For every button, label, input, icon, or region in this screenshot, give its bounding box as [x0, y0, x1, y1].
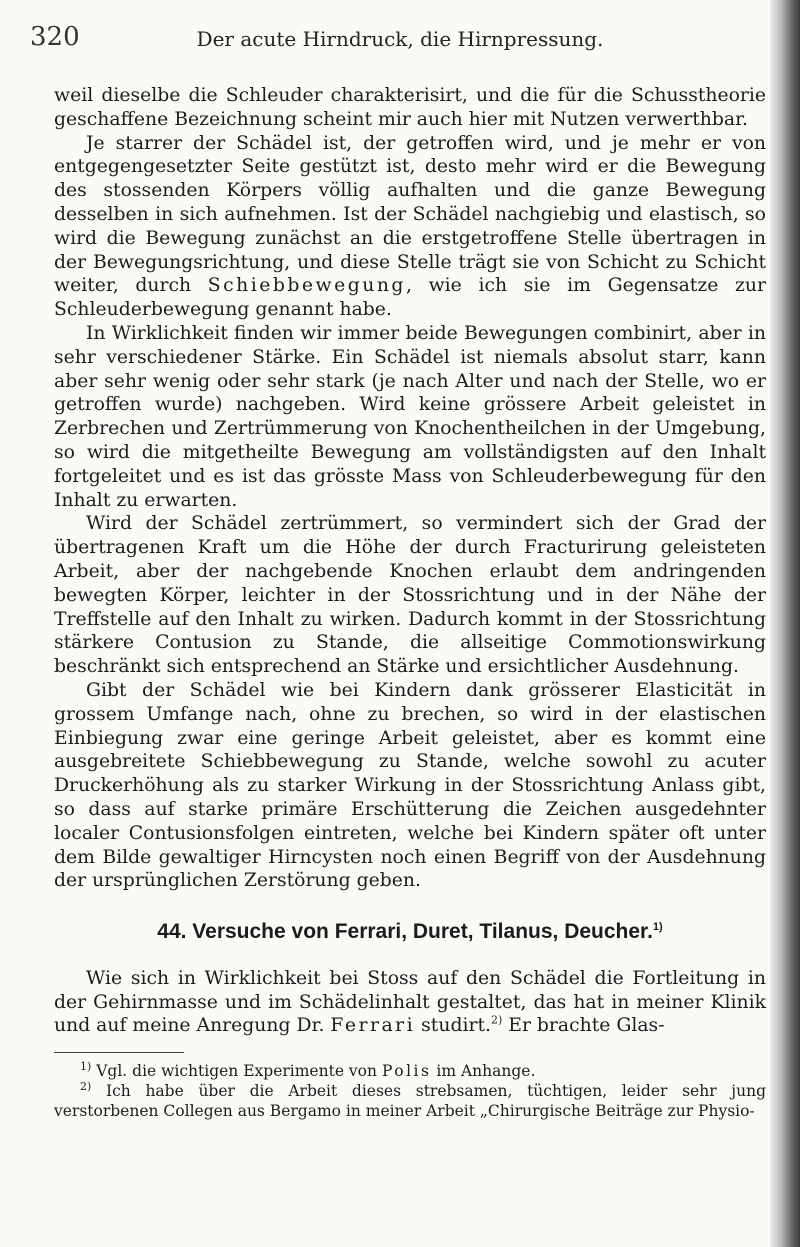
footnote-text: Vgl. die wichtigen Experimente von — [96, 1062, 377, 1081]
paragraph-fracture: Wird der Schädel zertrümmert, so vermindert sich der Grad der übertragenen Kraft um die Höhe der durch Fracturirung geleisteten Arbeit, aber der nachgebende Knochen erlaubt dem andringenden bewegten Körper, leichter in der Stossrichtung und in der Nähe der Treffstelle auf den Inhalt zu wirken. Dadurch kommt in der Stossrichtung stärkere Contusion zu Stande, die allseitige Commotionswirkung beschränkt sich entsprechend an Stärke und ersichtlicher Ausdehnung. — [54, 513, 766, 678]
paragraph-section-intro — [54, 967, 766, 1038]
section-heading-text: 44. Versuche von Ferrari, Duret, Tilanus, Deucher. — [157, 920, 653, 944]
page-edge-shadow — [770, 0, 800, 1247]
paragraph-skull-rigidity — [54, 132, 766, 322]
term-schiebbewegung: Schiebbewegung — [207, 275, 406, 297]
footnote-marker: 1) — [80, 1060, 92, 1074]
paragraph-text: , wie ich sie im Gegensatze zur Schleuderbewegung genannt habe. — [54, 275, 766, 321]
section-heading — [54, 920, 766, 944]
paragraph-text: Wie sich in Wirklichkeit bei Stoss auf den Schädel die Fortleitung in der Gehirnmasse und im Schädelinhalt gestaltet, das hat in meiner Klinik und auf meine Anregung Dr. — [54, 967, 766, 1037]
paragraph-text: Er brachte Glas- — [508, 1015, 665, 1037]
paragraph-children: Gibt der Schädel wie bei Kindern dank grösserer Elasticität in grossem Umfange nach, ohne zu brechen, so wird in der elastischen Einbiegung zwar eine geringe Arbeit geleistet, aber es kommt eine ausgebreitete Schiebbewegung zu Stande, welche sowohl zu acuter Druckerhöhung als zu starker Wirkung in der Stossrichtung Anlass gibt, so dass auf starke primäre Erschütterung die Zeichen ausgedehnter localer Contusionsfolgen eintreten, welche bei Kindern später oft unter dem Bilde gewaltiger Hirncysten noch einen Begriff von der Ausdehnung der ursprünglichen Zerstörung geben. — [54, 679, 766, 892]
name-polis: Polis — [381, 1062, 432, 1081]
footnote-ref: 1) — [652, 921, 663, 934]
paragraph-continuation: weil dieselbe die Schleuder charakterisirt, und die für die Schusstheorie geschaffene Bezeichnung scheint mir auch hier mit Nutzen verwerthbar. — [54, 85, 766, 130]
footnotes — [54, 1061, 766, 1121]
page-number: 320 — [30, 22, 80, 52]
body-text — [54, 84, 766, 1121]
name-ferrari: Ferrari — [330, 1015, 416, 1037]
paragraph-combined-movements: In Wirklichkeit finden wir immer beide Bewegungen combinirt, aber in sehr verschiedener Stärke. Ein Schädel ist niemals absolut starr, kann aber sehr wenig oder sehr stark (je nach Alter und nach der Stelle, wo er getroffen wurde) nachgeben. Wird keine grössere Arbeit geleistet in Zerbrechen und Zertrümmerung von Knochentheilchen in der Umgebung, so wird die mitgetheilte Bewegung am vollständigsten auf den Inhalt fortgeleitet und es ist das grösste Mass von Schleuderbewegung für den Inhalt zu erwarten. — [54, 322, 766, 511]
running-title: Der acute Hirndruck, die Hirnpressung. — [196, 27, 604, 51]
footnote-ref: 2) — [490, 1014, 503, 1028]
footnote-text: Ich habe über die Arbeit dieses strebsamen, tüchtigen, leider sehr jung verstorbenen Collegen aus Bergamo in meiner Arbeit „Chirurgische Beiträge zur Physio- — [54, 1082, 766, 1121]
footnote-divider — [54, 1052, 184, 1053]
paragraph-text: Je starrer der Schädel ist, der getroffen wird, und je mehr er von entgegengesetzter Seite gestützt ist, desto mehr wird er die Bewegung des stossenden Körpers völlig aufhalten und die ganze Bewegung desselben in sich aufnehmen. Ist der Schädel nachgiebig und elastisch, so wird die Bewegung zunächst an die erstgetroffene Stelle übertragen in der Bewegungsrichtung, und diese Stelle trägt sie von Schicht zu Schicht weiter, durch — [54, 132, 766, 297]
footnote-1 — [54, 1061, 766, 1081]
paragraph-text: studirt. — [421, 1015, 491, 1037]
page-header — [30, 22, 770, 56]
footnote-marker: 2) — [80, 1080, 92, 1094]
footnote-text: im Anhange. — [436, 1062, 536, 1081]
footnote-2 — [54, 1081, 766, 1121]
